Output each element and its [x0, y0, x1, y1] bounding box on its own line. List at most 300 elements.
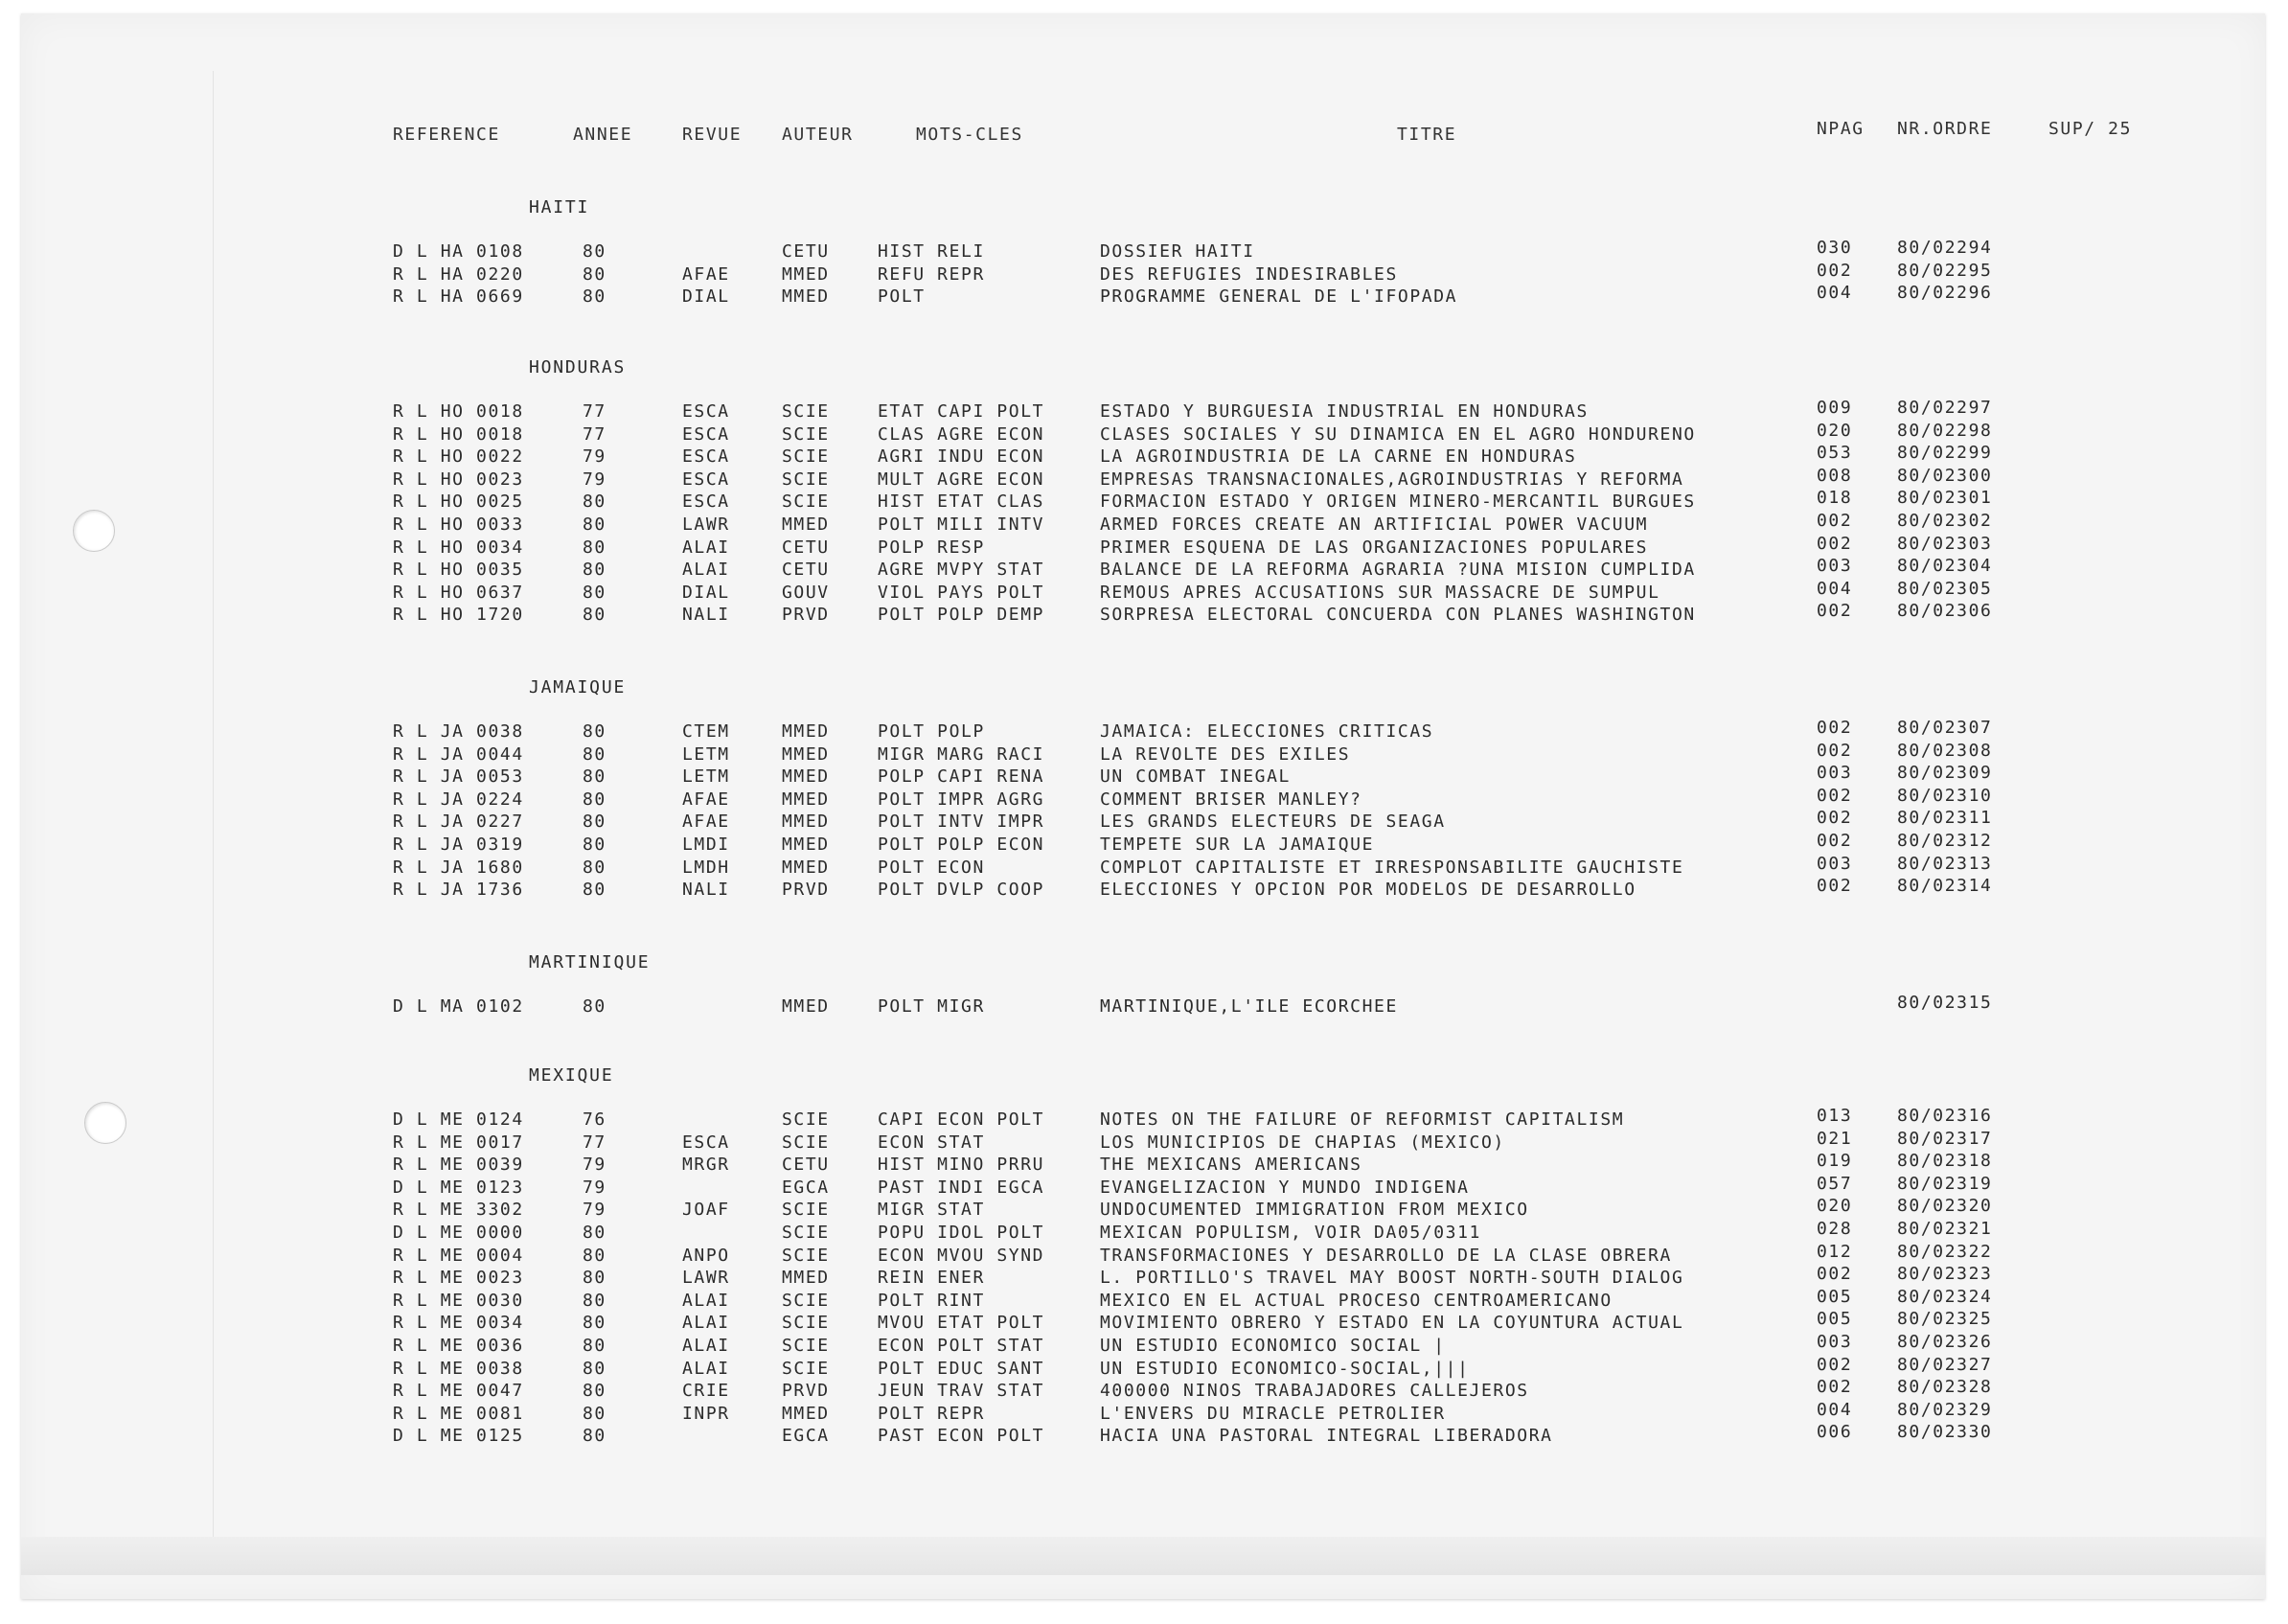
- cell-year: 79: [583, 1155, 606, 1176]
- cell-keywords: VIOL PAYS POLT: [878, 582, 1045, 603]
- cell-reference: D L ME 0124: [393, 1109, 524, 1130]
- cell-title: MOVIMIENTO OBRERO Y ESTADO EN LA COYUNTURA ACTUAL: [1100, 1313, 1684, 1334]
- section-heading: MEXIQUE: [529, 1065, 614, 1086]
- cell-reference: R L JA 1736: [393, 880, 524, 901]
- cell-year: 79: [583, 446, 606, 468]
- cell-keywords: MVOU ETAT POLT: [878, 1313, 1045, 1334]
- cell-nr-ordre: 80/02307: [1897, 718, 1993, 738]
- cell-title: L. PORTILLO'S TRAVEL MAY BOOST NORTH-SOUTH DIALOG: [1100, 1268, 1684, 1289]
- cell-reference: R L ME 0034: [393, 1313, 524, 1334]
- cell-nr-ordre: 80/02300: [1897, 465, 1993, 486]
- table-row: [21, 603, 2265, 628]
- cell-revue: AFAE: [682, 263, 730, 285]
- header-annee: ANNEE: [573, 125, 633, 145]
- cell-title: UN ESTUDIO ECONOMICO SOCIAL |: [1100, 1336, 1446, 1356]
- cell-auteur: MMED: [782, 835, 830, 855]
- cell-revue: LAWR: [682, 515, 730, 535]
- cell-year: 80: [583, 857, 606, 878]
- cell-revue: LETM: [682, 743, 730, 765]
- cell-auteur: SCIE: [782, 1109, 830, 1130]
- cell-auteur: CETU: [782, 1155, 830, 1176]
- cell-year: 80: [583, 880, 606, 901]
- cell-reference: R L HA 0669: [393, 286, 524, 308]
- section-heading: MARTINIQUE: [529, 952, 651, 972]
- cell-year: 80: [583, 1290, 606, 1311]
- cell-revue: CTEM: [682, 721, 730, 742]
- cell-title: JAMAICA: ELECCIONES CRITICAS: [1100, 721, 1434, 742]
- cell-auteur: MMED: [782, 766, 830, 788]
- cell-auteur: CETU: [782, 560, 830, 581]
- cell-reference: R L JA 0319: [393, 835, 524, 855]
- cell-auteur: SCIE: [782, 492, 830, 513]
- cell-npag: 002: [1817, 601, 1853, 622]
- cell-title: LA AGROINDUSTRIA DE LA CARNE EN HONDURAS: [1100, 446, 1577, 468]
- page-number: SUP/ 25: [2048, 119, 2133, 139]
- cell-revue: AFAE: [682, 789, 730, 810]
- cell-year: 80: [583, 766, 606, 788]
- cell-keywords: REFU REPR: [878, 263, 985, 285]
- cell-npag: 004: [1817, 1399, 1853, 1420]
- cell-npag: 002: [1817, 511, 1853, 531]
- cell-npag: 002: [1817, 785, 1853, 806]
- cell-keywords: POLT EDUC SANT: [878, 1358, 1045, 1379]
- cell-year: 80: [583, 1403, 606, 1424]
- header-mots-cles: MOTS-CLES: [916, 125, 1023, 145]
- cell-keywords: POLT POLP ECON: [878, 835, 1045, 855]
- cell-nr-ordre: 80/02309: [1897, 763, 1993, 784]
- cell-revue: MRGR: [682, 1155, 730, 1176]
- header-titre: TITRE: [1397, 125, 1457, 145]
- header-reference: REFERENCE: [393, 125, 500, 145]
- cell-revue: DIAL: [682, 286, 730, 308]
- cell-auteur: MMED: [782, 743, 830, 765]
- cell-reference: D L HA 0108: [393, 241, 524, 262]
- cell-year: 80: [583, 1223, 606, 1243]
- cell-title: THE MEXICANS AMERICANS: [1100, 1155, 1362, 1176]
- cell-npag: 003: [1817, 1332, 1853, 1352]
- cell-revue: INPR: [682, 1403, 730, 1424]
- cell-npag: 008: [1817, 465, 1853, 486]
- header-auteur: AUTEUR: [782, 125, 854, 145]
- cell-reference: R L JA 0044: [393, 743, 524, 765]
- cell-revue: CRIE: [682, 1381, 730, 1402]
- cell-reference: R L HO 0018: [393, 401, 524, 422]
- cell-nr-ordre: 80/02297: [1897, 398, 1993, 418]
- cell-reference: D L MA 0102: [393, 996, 524, 1017]
- cell-year: 77: [583, 1132, 606, 1153]
- cell-auteur: MMED: [782, 721, 830, 742]
- cell-nr-ordre: 80/02328: [1897, 1377, 1993, 1398]
- cell-nr-ordre: 80/02322: [1897, 1241, 1993, 1262]
- cell-year: 77: [583, 401, 606, 422]
- cell-title: PROGRAMME GENERAL DE L'IFOPADA: [1100, 286, 1458, 308]
- cell-keywords: PAST INDI EGCA: [878, 1177, 1045, 1198]
- cell-auteur: EGCA: [782, 1177, 830, 1198]
- cell-auteur: MMED: [782, 286, 830, 308]
- cell-year: 80: [583, 263, 606, 285]
- cell-nr-ordre: 80/02299: [1897, 443, 1993, 464]
- cell-reference: R L ME 3302: [393, 1200, 524, 1221]
- cell-revue: LMDH: [682, 857, 730, 878]
- cell-title: PRIMER ESQUENA DE LAS ORGANIZACIONES POPULARES: [1100, 537, 1649, 558]
- cell-title: EVANGELIZACION Y MUNDO INDIGENA: [1100, 1177, 1470, 1198]
- cell-npag: 013: [1817, 1106, 1853, 1126]
- cell-title: MEXICAN POPULISM, VOIR DA05/0311: [1100, 1223, 1481, 1243]
- cell-title: MEXICO EN EL ACTUAL PROCESO CENTROAMERICANO: [1100, 1290, 1613, 1311]
- cell-revue: NALI: [682, 605, 730, 626]
- cell-keywords: ECON POLT STAT: [878, 1336, 1045, 1356]
- cell-year: 80: [583, 721, 606, 742]
- section-heading: JAMAIQUE: [529, 677, 627, 698]
- cell-nr-ordre: 80/02308: [1897, 740, 1993, 761]
- cell-reference: R L ME 0039: [393, 1155, 524, 1176]
- cell-auteur: SCIE: [782, 1200, 830, 1221]
- cell-revue: ALAI: [682, 1313, 730, 1334]
- cell-keywords: REIN ENER: [878, 1268, 985, 1289]
- cell-title: LOS MUNICIPIOS DE CHAPIAS (MEXICO): [1100, 1132, 1505, 1153]
- table-row: [21, 1424, 2265, 1449]
- cell-revue: ESCA: [682, 492, 730, 513]
- cell-npag: 006: [1817, 1422, 1853, 1443]
- cell-reference: R L JA 0038: [393, 721, 524, 742]
- cell-reference: R L JA 0227: [393, 812, 524, 833]
- table-row: [21, 878, 2265, 903]
- cell-auteur: CETU: [782, 537, 830, 558]
- cell-year: 80: [583, 1313, 606, 1334]
- cell-nr-ordre: 80/02321: [1897, 1219, 1993, 1239]
- cell-auteur: SCIE: [782, 1336, 830, 1356]
- cell-keywords: AGRI INDU ECON: [878, 446, 1045, 468]
- cell-year: 80: [583, 835, 606, 855]
- cell-revue: ESCA: [682, 446, 730, 468]
- cell-title: DES REFUGIES INDESIRABLES: [1100, 263, 1398, 285]
- cell-title: UNDOCUMENTED IMMIGRATION FROM MEXICO: [1100, 1200, 1529, 1221]
- cell-reference: R L ME 0081: [393, 1403, 524, 1424]
- column-header-row: [21, 119, 2265, 148]
- cell-reference: R L ME 0030: [393, 1290, 524, 1311]
- cell-nr-ordre: 80/02302: [1897, 511, 1993, 531]
- cell-reference: R L ME 0036: [393, 1336, 524, 1356]
- cell-nr-ordre: 80/02306: [1897, 601, 1993, 622]
- cell-revue: DIAL: [682, 582, 730, 603]
- cell-keywords: POLT POLP: [878, 721, 985, 742]
- cell-auteur: CETU: [782, 241, 830, 262]
- cell-year: 80: [583, 1426, 606, 1447]
- cell-nr-ordre: 80/02330: [1897, 1422, 1993, 1443]
- cell-revue: LMDI: [682, 835, 730, 855]
- cell-year: 80: [583, 996, 606, 1017]
- cell-keywords: POLT: [878, 286, 926, 308]
- cell-title: CLASES SOCIALES Y SU DINAMICA EN EL AGRO HONDURENO: [1100, 423, 1696, 445]
- cell-keywords: CAPI ECON POLT: [878, 1109, 1045, 1130]
- cell-title: TEMPETE SUR LA JAMAIQUE: [1100, 835, 1375, 855]
- cell-nr-ordre: 80/02310: [1897, 785, 1993, 806]
- cell-title: UN COMBAT INEGAL: [1100, 766, 1291, 788]
- cell-auteur: GOUV: [782, 582, 830, 603]
- cell-title: L'ENVERS DU MIRACLE PETROLIER: [1100, 1403, 1446, 1424]
- cell-reference: R L HA 0220: [393, 263, 524, 285]
- cell-npag: 020: [1817, 420, 1853, 441]
- cell-year: 80: [583, 241, 606, 262]
- cell-title: LA REVOLTE DES EXILES: [1100, 743, 1351, 765]
- cell-revue: AFAE: [682, 812, 730, 833]
- cell-title: BALANCE DE LA REFORMA AGRARIA ?UNA MISION CUMPLIDA: [1100, 560, 1696, 581]
- cell-auteur: PRVD: [782, 1381, 830, 1402]
- cell-npag: 003: [1817, 556, 1853, 577]
- cell-auteur: SCIE: [782, 401, 830, 422]
- cell-reference: R L HO 0637: [393, 582, 524, 603]
- cell-nr-ordre: 80/02323: [1897, 1264, 1993, 1285]
- cell-auteur: SCIE: [782, 423, 830, 445]
- cell-keywords: POLT MILI INTV: [878, 515, 1045, 535]
- cell-revue: ALAI: [682, 1336, 730, 1356]
- cell-title: COMMENT BRISER MANLEY?: [1100, 789, 1362, 810]
- cell-reference: R L ME 0017: [393, 1132, 524, 1153]
- section-heading: HAITI: [529, 197, 590, 217]
- cell-auteur: MMED: [782, 515, 830, 535]
- cell-npag: 002: [1817, 740, 1853, 761]
- header-nr-ordre: NR.ORDRE: [1897, 119, 1993, 139]
- cell-auteur: MMED: [782, 1268, 830, 1289]
- cell-nr-ordre: 80/02296: [1897, 283, 1993, 304]
- cell-reference: R L ME 0047: [393, 1381, 524, 1402]
- cell-year: 80: [583, 492, 606, 513]
- cell-auteur: PRVD: [782, 880, 830, 901]
- cell-year: 80: [583, 1268, 606, 1289]
- cell-npag: 002: [1817, 808, 1853, 829]
- cell-title: SORPRESA ELECTORAL CONCUERDA CON PLANES WASHINGTON: [1100, 605, 1696, 626]
- cell-auteur: MMED: [782, 789, 830, 810]
- cell-nr-ordre: 80/02304: [1897, 556, 1993, 577]
- cell-keywords: MIGR STAT: [878, 1200, 985, 1221]
- cell-npag: 002: [1817, 831, 1853, 851]
- cell-year: 80: [583, 789, 606, 810]
- cell-title: 400000 NINOS TRABAJADORES CALLEJEROS: [1100, 1381, 1529, 1402]
- cell-keywords: AGRE MVPY STAT: [878, 560, 1045, 581]
- cell-npag: 018: [1817, 488, 1853, 509]
- cell-nr-ordre: 80/02303: [1897, 533, 1993, 554]
- cell-title: HACIA UNA PASTORAL INTEGRAL LIBERADORA: [1100, 1426, 1553, 1447]
- cell-revue: ESCA: [682, 401, 730, 422]
- cell-keywords: POLP RESP: [878, 537, 985, 558]
- cell-title: COMPLOT CAPITALISTE ET IRRESPONSABILITE GAUCHISTE: [1100, 857, 1684, 878]
- cell-revue: LAWR: [682, 1268, 730, 1289]
- cell-reference: R L JA 1680: [393, 857, 524, 878]
- cell-nr-ordre: 80/02317: [1897, 1128, 1993, 1149]
- cell-nr-ordre: 80/02298: [1897, 420, 1993, 441]
- cell-npag: 002: [1817, 533, 1853, 554]
- cell-nr-ordre: 80/02326: [1897, 1332, 1993, 1352]
- cell-npag: 020: [1817, 1196, 1853, 1217]
- cell-nr-ordre: 80/02313: [1897, 853, 1993, 874]
- cell-reference: D L ME 0125: [393, 1426, 524, 1447]
- page-bottom-band: [21, 1537, 2265, 1575]
- cell-keywords: POLT MIGR: [878, 996, 985, 1017]
- cell-keywords: ETAT CAPI POLT: [878, 401, 1045, 422]
- cell-npag: 057: [1817, 1173, 1853, 1194]
- cell-auteur: EGCA: [782, 1426, 830, 1447]
- cell-auteur: SCIE: [782, 446, 830, 468]
- cell-nr-ordre: 80/02311: [1897, 808, 1993, 829]
- cell-title: EMPRESAS TRANSNACIONALES,AGROINDUSTRIAS Y REFORMA: [1100, 469, 1684, 490]
- cell-keywords: POPU IDOL POLT: [878, 1223, 1045, 1243]
- cell-title: DOSSIER HAITI: [1100, 241, 1255, 262]
- cell-nr-ordre: 80/02301: [1897, 488, 1993, 509]
- cell-keywords: HIST ETAT CLAS: [878, 492, 1045, 513]
- cell-year: 80: [583, 605, 606, 626]
- cell-reference: D L ME 0123: [393, 1177, 524, 1198]
- cell-year: 80: [583, 560, 606, 581]
- cell-auteur: MMED: [782, 857, 830, 878]
- cell-nr-ordre: 80/02319: [1897, 1173, 1993, 1194]
- cell-keywords: POLT IMPR AGRG: [878, 789, 1045, 810]
- cell-nr-ordre: 80/02294: [1897, 238, 1993, 258]
- cell-keywords: HIST MINO PRRU: [878, 1155, 1045, 1176]
- cell-reference: R L HO 0034: [393, 537, 524, 558]
- cell-year: 80: [583, 1245, 606, 1266]
- section-heading: HONDURAS: [529, 357, 627, 377]
- cell-reference: D L ME 0000: [393, 1223, 524, 1243]
- cell-npag: 021: [1817, 1128, 1853, 1149]
- cell-nr-ordre: 80/02314: [1897, 876, 1993, 897]
- cell-revue: ESCA: [682, 423, 730, 445]
- cell-year: 79: [583, 469, 606, 490]
- cell-year: 80: [583, 812, 606, 833]
- document-page: [21, 13, 2265, 1599]
- cell-revue: ALAI: [682, 1358, 730, 1379]
- cell-auteur: SCIE: [782, 1313, 830, 1334]
- cell-revue: ALAI: [682, 537, 730, 558]
- cell-revue: ANPO: [682, 1245, 730, 1266]
- cell-auteur: MMED: [782, 1403, 830, 1424]
- cell-revue: LETM: [682, 766, 730, 788]
- cell-year: 76: [583, 1109, 606, 1130]
- cell-year: 79: [583, 1200, 606, 1221]
- cell-title: ESTADO Y BURGUESIA INDUSTRIAL EN HONDURAS: [1100, 401, 1589, 422]
- table-row: [21, 285, 2265, 309]
- cell-reference: R L HO 0018: [393, 423, 524, 445]
- cell-nr-ordre: 80/02320: [1897, 1196, 1993, 1217]
- cell-revue: ESCA: [682, 1132, 730, 1153]
- cell-nr-ordre: 80/02325: [1897, 1309, 1993, 1330]
- cell-reference: R L HO 0022: [393, 446, 524, 468]
- cell-reference: R L HO 0033: [393, 515, 524, 535]
- cell-reference: R L HO 0023: [393, 469, 524, 490]
- cell-auteur: SCIE: [782, 1223, 830, 1243]
- cell-keywords: HIST RELI: [878, 241, 985, 262]
- cell-keywords: POLT RINT: [878, 1290, 985, 1311]
- cell-year: 80: [583, 1381, 606, 1402]
- cell-reference: R L ME 0038: [393, 1358, 524, 1379]
- cell-npag: 002: [1817, 1354, 1853, 1375]
- cell-npag: 019: [1817, 1151, 1853, 1172]
- cell-keywords: ECON STAT: [878, 1132, 985, 1153]
- cell-npag: 002: [1817, 260, 1853, 281]
- cell-year: 80: [583, 537, 606, 558]
- cell-year: 80: [583, 515, 606, 535]
- cell-auteur: MMED: [782, 812, 830, 833]
- cell-title: ELECCIONES Y OPCION POR MODELOS DE DESARROLLO: [1100, 880, 1636, 901]
- cell-revue: ESCA: [682, 469, 730, 490]
- cell-npag: 002: [1817, 1377, 1853, 1398]
- cell-nr-ordre: 80/02316: [1897, 1106, 1993, 1126]
- cell-revue: ALAI: [682, 1290, 730, 1311]
- cell-reference: R L ME 0004: [393, 1245, 524, 1266]
- cell-keywords: POLT ECON: [878, 857, 985, 878]
- cell-keywords: POLP CAPI RENA: [878, 766, 1045, 788]
- cell-year: 80: [583, 743, 606, 765]
- cell-title: REMOUS APRES ACCUSATIONS SUR MASSACRE DE SUMPUL: [1100, 582, 1660, 603]
- cell-keywords: CLAS AGRE ECON: [878, 423, 1045, 445]
- cell-keywords: JEUN TRAV STAT: [878, 1381, 1045, 1402]
- cell-auteur: MMED: [782, 263, 830, 285]
- cell-reference: R L HO 0025: [393, 492, 524, 513]
- cell-reference: R L HO 1720: [393, 605, 524, 626]
- cell-year: 80: [583, 1358, 606, 1379]
- cell-auteur: SCIE: [782, 469, 830, 490]
- cell-keywords: ECON MVOU SYND: [878, 1245, 1045, 1266]
- cell-npag: 002: [1817, 718, 1853, 738]
- cell-title: UN ESTUDIO ECONOMICO-SOCIAL,|||: [1100, 1358, 1470, 1379]
- cell-keywords: POLT POLP DEMP: [878, 605, 1045, 626]
- cell-nr-ordre: 80/02305: [1897, 578, 1993, 599]
- cell-revue: NALI: [682, 880, 730, 901]
- cell-keywords: POLT DVLP COOP: [878, 880, 1045, 901]
- cell-year: 77: [583, 423, 606, 445]
- cell-reference: R L ME 0023: [393, 1268, 524, 1289]
- cell-year: 80: [583, 1336, 606, 1356]
- cell-reference: R L JA 0053: [393, 766, 524, 788]
- cell-auteur: SCIE: [782, 1245, 830, 1266]
- cell-keywords: MIGR MARG RACI: [878, 743, 1045, 765]
- cell-nr-ordre: 80/02329: [1897, 1399, 1993, 1420]
- cell-reference: R L JA 0224: [393, 789, 524, 810]
- cell-npag: 053: [1817, 443, 1853, 464]
- cell-year: 80: [583, 582, 606, 603]
- cell-title: LES GRANDS ELECTEURS DE SEAGA: [1100, 812, 1446, 833]
- cell-npag: 005: [1817, 1286, 1853, 1307]
- cell-nr-ordre: 80/02324: [1897, 1286, 1993, 1307]
- cell-title: ARMED FORCES CREATE AN ARTIFICIAL POWER VACUUM: [1100, 515, 1649, 535]
- cell-keywords: PAST ECON POLT: [878, 1426, 1045, 1447]
- cell-npag: 012: [1817, 1241, 1853, 1262]
- cell-auteur: SCIE: [782, 1290, 830, 1311]
- cell-keywords: MULT AGRE ECON: [878, 469, 1045, 490]
- cell-npag: 004: [1817, 283, 1853, 304]
- cell-title: TRANSFORMACIONES Y DESARROLLO DE LA CLASE OBRERA: [1100, 1245, 1672, 1266]
- cell-year: 79: [583, 1177, 606, 1198]
- cell-auteur: MMED: [782, 996, 830, 1017]
- cell-year: 80: [583, 286, 606, 308]
- cell-revue: JOAF: [682, 1200, 730, 1221]
- cell-npag: 002: [1817, 876, 1853, 897]
- cell-reference: R L HO 0035: [393, 560, 524, 581]
- cell-npag: 004: [1817, 578, 1853, 599]
- cell-nr-ordre: 80/02312: [1897, 831, 1993, 851]
- header-npag: NPAG: [1817, 119, 1865, 139]
- cell-title: NOTES ON THE FAILURE OF REFORMIST CAPITALISM: [1100, 1109, 1625, 1130]
- cell-npag: 002: [1817, 1264, 1853, 1285]
- cell-auteur: PRVD: [782, 605, 830, 626]
- cell-nr-ordre: 80/02318: [1897, 1151, 1993, 1172]
- cell-npag: 003: [1817, 853, 1853, 874]
- cell-npag: 005: [1817, 1309, 1853, 1330]
- cell-nr-ordre: 80/02327: [1897, 1354, 1993, 1375]
- table-row: [21, 995, 2265, 1019]
- cell-npag: 028: [1817, 1219, 1853, 1239]
- cell-nr-ordre: 80/02295: [1897, 260, 1993, 281]
- cell-auteur: SCIE: [782, 1358, 830, 1379]
